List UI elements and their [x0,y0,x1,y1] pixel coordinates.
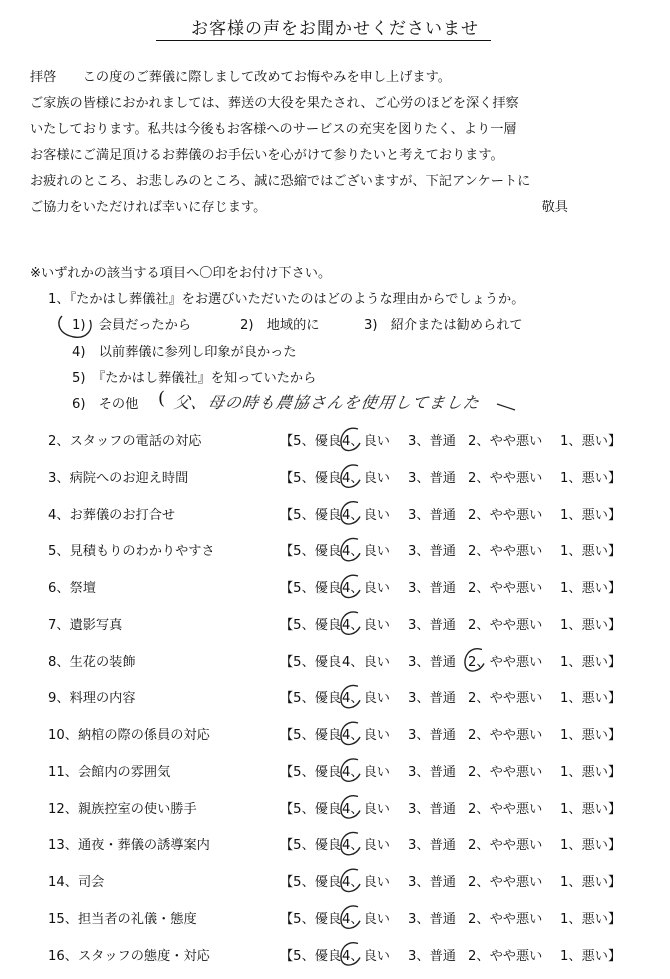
rating-option[interactable]: 4、良い [342,434,390,449]
q1-choice-2[interactable]: 2) 地域的に [240,318,320,333]
rating-item-label: 3、病院へのお迎え時間 [48,471,189,486]
rating-option[interactable]: 【5、優良 [280,618,342,633]
intro-line: いたしております。私共は今後もお客様へのサービスの充実を図りたく、より一層 [30,122,517,137]
q1-choice-6[interactable]: 6) その他 [72,397,139,412]
rating-option[interactable]: 2、やや悪い [468,655,543,670]
selected-rating-mark [341,685,360,707]
rating-option[interactable]: 1、悪い】 [560,838,622,853]
intro-line: お疲れのところ、お悲しみのところ、誠に恐縮ではございますが、下記アンケートに [30,174,531,189]
rating-option[interactable]: 【5、優良 [280,581,342,596]
selected-rating-mark [341,465,360,487]
rating-option[interactable]: 4、良い [342,691,390,706]
other-handwritten-answer[interactable]: 父、母の時も農協さんを使用してました [172,393,482,412]
rating-option[interactable]: 2、やや悪い [468,728,543,743]
selected-rating-mark [341,575,360,597]
rating-option[interactable]: 1、悪い】 [560,581,622,596]
rating-item-label: 12、親族控室の使い勝手 [48,802,197,817]
rating-option[interactable]: 1、悪い】 [560,875,622,890]
rating-item-label: 2、スタッフの電話の対応 [48,434,202,449]
rating-option[interactable]: 3、普通 [408,434,456,449]
rating-item-label: 7、遺影写真 [48,618,123,633]
rating-option[interactable]: 2、やや悪い [468,912,543,927]
rating-option[interactable]: 3、普通 [408,581,456,596]
rating-option[interactable]: 1、悪い】 [560,471,622,486]
rating-option[interactable]: 2、やや悪い [468,802,543,817]
rating-option[interactable]: 【5、優良 [280,838,342,853]
selected-rating-mark [341,943,360,965]
rating-option[interactable]: 4、良い [342,875,390,890]
page-title: お客様の声をお聞かせくださいませ [191,19,479,39]
rating-option[interactable]: 4、良い [342,655,390,670]
rating-option[interactable]: 【5、優良 [280,875,342,890]
intro-line: ご家族の皆様におかれましては、葬送の大役を果たされ、ご心労のほどを深く拝察 [30,96,519,111]
selected-rating-mark [341,796,360,818]
rating-option[interactable]: 4、良い [342,508,390,523]
selected-rating-mark [341,612,360,634]
rating-option[interactable]: 3、普通 [408,508,456,523]
rating-option[interactable]: 4、良い [342,949,390,964]
intro-line: お客様にご満足頂けるお葬儀のお手伝いを心がけて参りたいと考えております。 [30,148,504,163]
rating-option[interactable]: 4、良い [342,618,390,633]
selected-rating-mark [341,906,360,928]
rating-option[interactable]: 3、普通 [408,949,456,964]
rating-option[interactable]: 1、悪い】 [560,655,622,670]
rating-item-label: 10、納棺の際の係員の対応 [48,728,210,743]
intro-line: 拝啓 この度のご葬儀に際しまして改めてお悔やみを申し上げます。 [30,70,451,85]
rating-option[interactable]: 1、悪い】 [560,508,622,523]
selected-rating-mark [341,428,360,450]
rating-item-label: 9、料理の内容 [48,691,136,706]
rating-option[interactable]: 4、良い [342,544,390,559]
rating-option[interactable]: 1、悪い】 [560,802,622,817]
rating-option[interactable]: 2、やや悪い [468,471,543,486]
rating-option[interactable]: 1、悪い】 [560,765,622,780]
rating-option[interactable]: 3、普通 [408,912,456,927]
rating-option[interactable]: 1、悪い】 [560,434,622,449]
rating-option[interactable]: 【5、優良 [280,949,342,964]
rating-option[interactable]: 【5、優良 [280,765,342,780]
rating-item-label: 16、スタッフの態度・対応 [48,949,210,964]
rating-option[interactable]: 【5、優良 [280,508,342,523]
q1-choice-1[interactable]: 1) 会員だったから [72,318,192,333]
question-1-label: 1、『たかはし葬儀社』をお選びいただいたのはどのような理由からでしょうか。 [48,292,525,307]
rating-option[interactable]: 4、良い [342,471,390,486]
rating-option[interactable]: 3、普通 [408,875,456,890]
rating-option[interactable]: 2、やや悪い [468,838,543,853]
rating-option[interactable]: 3、普通 [408,802,456,817]
rating-option[interactable]: 4、良い [342,802,390,817]
selected-rating-mark [341,869,360,891]
rating-item-label: 11、会館内の雰囲気 [48,765,171,780]
rating-option[interactable]: 3、普通 [408,728,456,743]
rating-option[interactable]: 3、普通 [408,618,456,633]
rating-item-label: 13、通夜・葬儀の誘導案内 [48,838,210,853]
rating-option[interactable]: 4、良い [342,728,390,743]
rating-option[interactable]: 3、普通 [408,838,456,853]
intro-line: ご協力をいただければ幸いに存じます。 [30,200,267,215]
selected-rating-mark [341,722,360,744]
rating-option[interactable]: 1、悪い】 [560,544,622,559]
rating-item-label: 5、見積もりのわかりやすさ [48,544,215,559]
selected-rating-mark [341,759,360,781]
rating-option[interactable]: 4、良い [342,838,390,853]
rating-option[interactable]: 2、やや悪い [468,581,543,596]
selected-rating-mark [341,538,360,560]
rating-option[interactable]: 1、悪い】 [560,949,622,964]
rating-option[interactable]: 2、やや悪い [468,691,543,706]
q1-choice-5[interactable]: 5) 『たかはし葬儀社』を知っていたから [72,371,317,386]
rating-option[interactable]: 【5、優良 [280,471,342,486]
instruction-text: ※いずれかの該当する項目へ〇印をお付け下さい。 [30,266,332,281]
rating-option[interactable]: 2、やや悪い [468,875,543,890]
rating-option[interactable]: 1、悪い】 [560,618,622,633]
rating-item-label: 8、生花の装飾 [48,655,136,670]
rating-option[interactable]: 2、やや悪い [468,544,543,559]
rating-option[interactable]: 4、良い [342,765,390,780]
rating-option[interactable]: 【5、優良 [280,912,342,927]
rating-option[interactable]: 1、悪い】 [560,691,622,706]
selected-rating-mark [341,832,360,854]
rating-option[interactable]: 3、普通 [408,471,456,486]
rating-option[interactable]: 2、やや悪い [468,618,543,633]
rating-option[interactable]: 2、やや悪い [468,434,543,449]
other-paren: ( [158,388,166,409]
q1-selected-mark [59,316,91,337]
rating-option[interactable]: 【5、優良 [280,802,342,817]
rating-option[interactable]: 【5、優良 [280,728,342,743]
rating-option[interactable]: 2、やや悪い [468,949,543,964]
rating-option[interactable]: 【5、優良 [280,434,342,449]
rating-option[interactable]: 1、悪い】 [560,728,622,743]
selected-rating-mark [465,649,484,671]
rating-option[interactable]: 2、やや悪い [468,508,543,523]
rating-option[interactable]: 4、良い [342,581,390,596]
rating-item-label: 6、祭壇 [48,581,96,596]
rating-option[interactable]: 4、良い [342,912,390,927]
rating-option[interactable]: 【5、優良 [280,655,342,670]
rating-option[interactable]: 3、普通 [408,544,456,559]
q1-choice-4[interactable]: 4) 以前葬儀に参列し印象が良かった [72,345,297,360]
rating-option[interactable]: 2、やや悪い [468,765,543,780]
rating-option[interactable]: 【5、優良 [280,544,342,559]
rating-option[interactable]: 3、普通 [408,765,456,780]
selected-rating-mark [341,502,360,524]
q1-choice-3[interactable]: 3) 紹介または勧められて [364,318,523,333]
rating-option[interactable]: 【5、優良 [280,691,342,706]
intro-closing: 敬具 [541,200,568,215]
rating-item-label: 15、担当者の礼儀・態度 [48,912,197,927]
rating-item-label: 14、司会 [48,875,105,890]
rating-option[interactable]: 1、悪い】 [560,912,622,927]
other-underline-mark [497,404,515,410]
rating-option[interactable]: 3、普通 [408,655,456,670]
rating-item-label: 4、お葬儀のお打合せ [48,508,176,523]
rating-option[interactable]: 3、普通 [408,691,456,706]
